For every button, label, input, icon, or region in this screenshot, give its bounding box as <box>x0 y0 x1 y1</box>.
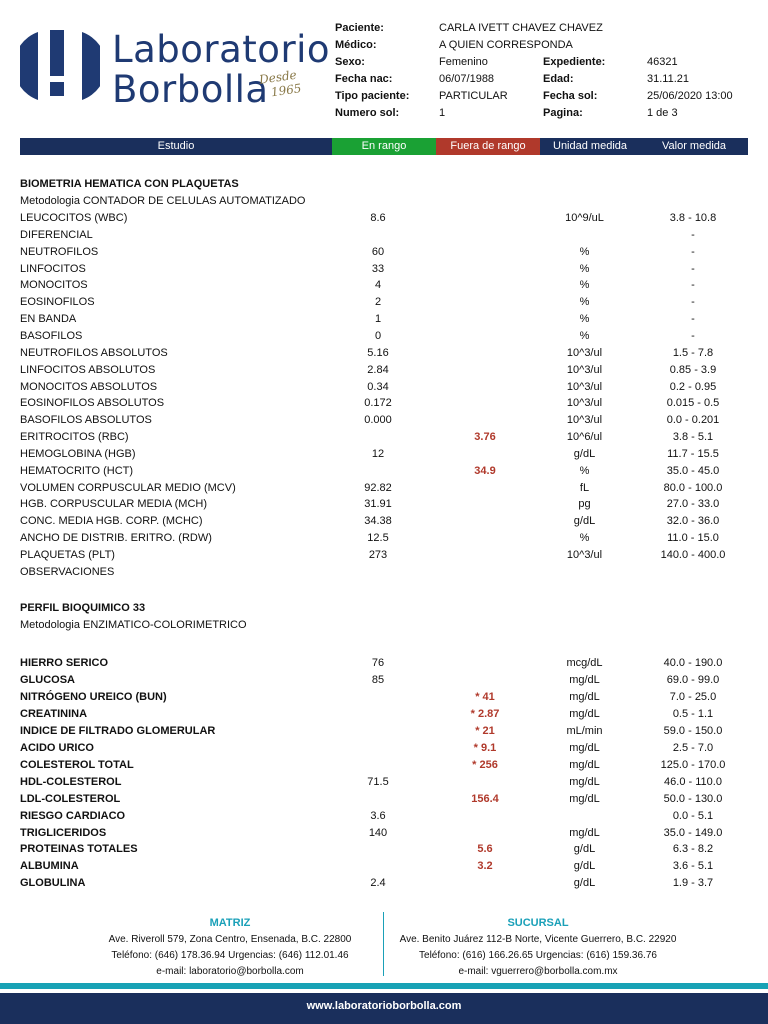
row-in-range-value: 92.82 <box>364 481 392 494</box>
row-in-range-value: 60 <box>371 245 385 258</box>
footer-website-bar <box>0 993 768 1024</box>
row-reference-range: 1.5 - 7.8 <box>672 346 714 359</box>
row-test-name: MONOCITOS ABSOLUTOS <box>20 380 158 393</box>
table-row <box>20 515 748 532</box>
patient-field-value: CARLA IVETT CHAVEZ CHAVEZ <box>439 22 603 34</box>
section-method-biometria: Metodologia CONTADOR DE CELULAS AUTOMATIZADO <box>20 195 306 207</box>
row-test-name: ANCHO DE DISTRIB. ERITRO. (RDW) <box>20 532 212 545</box>
footer-sucursal-email: e-mail: vguerrero@borbolla.com.mx <box>458 966 618 977</box>
row-in-range-value: 12 <box>371 447 385 460</box>
table-row <box>20 347 748 364</box>
row-test-name: EN BANDA <box>20 313 77 326</box>
row-unit: 10^3/ul <box>566 414 603 427</box>
logo-since-text: Desde <box>258 67 298 87</box>
row-reference-range: 0.0 - 5.1 <box>672 809 714 822</box>
table-row <box>20 229 748 246</box>
row-test-name: LEUCOCITOS (WBC) <box>20 212 128 224</box>
row-test-name: BASOFILOS ABSOLUTOS <box>20 414 152 427</box>
row-reference-range: 0.5 - 1.1 <box>672 707 714 720</box>
row-out-range-value: * 9.1 <box>473 741 497 754</box>
row-in-range-value: 12.5 <box>367 532 389 545</box>
table-row <box>20 397 748 414</box>
row-test-name: LINFOCITOS <box>20 262 86 275</box>
row-reference-range: 32.0 - 36.0 <box>666 515 720 528</box>
table-row <box>20 431 748 448</box>
footer-sucursal-address: Ave. Benito Juárez 112-B Norte, Vicente Guerrero, B.C. 22920 <box>399 934 677 945</box>
lab-logo <box>20 24 331 111</box>
table-row <box>20 465 748 482</box>
patient-field-label: Médico: <box>335 39 377 51</box>
row-unit: mg/dL <box>569 775 600 788</box>
lab-logo-icon <box>20 26 100 106</box>
patient-field-value: 46321 <box>647 56 678 68</box>
row-in-range-value: 34.38 <box>364 515 392 528</box>
row-unit: 10^3/ul <box>566 363 603 376</box>
row-in-range-value: 2 <box>374 296 382 309</box>
row-reference-range: 3.6 - 5.1 <box>672 860 714 873</box>
row-test-name: LDL-COLESTEROL <box>20 792 121 805</box>
footer-matriz-email: e-mail: laboratorio@borbolla.com <box>156 966 304 977</box>
row-unit: % <box>579 245 590 258</box>
row-test-name: GLOBULINA <box>20 877 86 890</box>
table-row <box>20 532 748 549</box>
row-reference-range: 0.85 - 3.9 <box>669 363 717 376</box>
row-unit: 10^3/ul <box>566 346 603 359</box>
row-unit: mL/min <box>566 724 603 737</box>
table-row <box>20 212 748 229</box>
row-unit: 10^9/uL <box>565 212 604 224</box>
row-unit: mg/dL <box>569 758 600 771</box>
table-row <box>20 725 748 742</box>
row-reference-range: 3.8 - 5.1 <box>672 431 714 444</box>
table-row <box>20 549 748 566</box>
patient-field-label: Edad: <box>543 73 574 85</box>
row-test-name: LINFOCITOS ABSOLUTOS <box>20 363 156 376</box>
row-in-range-value: 76 <box>371 657 385 669</box>
table-row <box>20 860 748 877</box>
row-test-name: HEMOGLOBINA (HGB) <box>20 447 136 460</box>
logo-since <box>258 67 302 100</box>
logo-line-2: Borbolla <box>112 68 269 111</box>
patient-field-label: Numero sol: <box>335 107 400 119</box>
table-row <box>20 810 748 827</box>
patient-field-label: Tipo paciente: <box>335 90 410 102</box>
header-unit: Unidad medida <box>553 140 627 152</box>
row-in-range-value: 85 <box>371 673 385 686</box>
row-unit: g/dL <box>573 860 596 873</box>
row-unit: mg/dL <box>569 690 600 703</box>
table-row <box>20 877 748 894</box>
row-reference-range: 40.0 - 190.0 <box>663 657 723 669</box>
row-unit: mg/dL <box>569 673 600 686</box>
row-test-name: GLUCOSA <box>20 673 75 686</box>
table-row <box>20 313 748 330</box>
row-reference-range: 80.0 - 100.0 <box>663 481 723 494</box>
table-row <box>20 279 748 296</box>
row-test-name: HEMATOCRITO (HCT) <box>20 464 134 477</box>
section-method-bioquimico: Metodologia ENZIMATICO-COLORIMETRICO <box>20 619 247 631</box>
row-test-name: DIFERENCIAL <box>20 228 93 241</box>
row-in-range-value: 2.4 <box>370 877 386 890</box>
section-title-bioquimico: PERFIL BIOQUIMICO 33 <box>20 602 146 614</box>
row-unit: mg/dL <box>569 707 600 720</box>
row-in-range-value: 2.84 <box>367 363 389 376</box>
row-reference-range: - <box>691 329 695 342</box>
row-test-name: EOSINOFILOS <box>20 296 95 309</box>
row-unit: g/dL <box>573 877 596 890</box>
patient-field-value: A QUIEN CORRESPONDA <box>439 39 573 51</box>
table-row <box>20 742 748 759</box>
row-reference-range: - <box>691 313 695 326</box>
row-unit: 10^3/ul <box>566 397 603 410</box>
table-row <box>20 657 748 674</box>
row-in-range-value: 0.34 <box>367 380 389 393</box>
table-row <box>20 843 748 860</box>
patient-field-value: 1 <box>439 107 446 119</box>
logo-line-1: Laboratorio <box>112 28 331 71</box>
patient-field-value: 1 de 3 <box>647 107 678 119</box>
row-test-name: TRIGLICERIDOS <box>20 826 107 839</box>
patient-field-value: 06/07/1988 <box>439 73 495 85</box>
table-row <box>20 414 748 431</box>
footer-sucursal-title: SUCURSAL <box>507 917 569 929</box>
footer-matriz <box>50 914 410 980</box>
row-in-range-value: 1 <box>374 313 382 326</box>
header-study: Estudio <box>157 140 195 152</box>
patient-field-label: Fecha sol: <box>543 90 598 102</box>
row-unit: pg <box>578 498 591 511</box>
row-test-name: OBSERVACIONES <box>20 565 115 578</box>
table-row <box>20 498 748 515</box>
row-in-range-value: 3.6 <box>370 809 386 822</box>
row-reference-range: 3.8 - 10.8 <box>669 212 717 224</box>
row-test-name: PROTEINAS TOTALES <box>20 843 138 856</box>
footer-sucursal <box>358 914 718 980</box>
row-reference-range: 1.9 - 3.7 <box>672 877 714 890</box>
row-reference-range: 0.2 - 0.95 <box>669 380 717 393</box>
row-unit: mcg/dL <box>566 657 603 669</box>
row-test-name: RIESGO CARDIACO <box>20 809 126 822</box>
row-reference-range: 27.0 - 33.0 <box>666 498 720 511</box>
row-unit: % <box>579 464 590 477</box>
row-reference-range: - <box>691 262 695 275</box>
row-unit: mg/dL <box>569 826 600 839</box>
row-in-range-value: 31.91 <box>364 498 392 511</box>
table-row <box>20 566 748 583</box>
row-test-name: NEUTROFILOS <box>20 245 99 258</box>
row-in-range-value: 71.5 <box>367 775 389 788</box>
patient-field-label: Sexo: <box>335 56 365 68</box>
header-out-range: Fuera de rango <box>436 138 540 155</box>
row-reference-range: - <box>691 228 695 241</box>
row-test-name: HDL-COLESTEROL <box>20 775 122 788</box>
website-link[interactable]: www.laboratorioborbolla.com <box>306 1000 462 1012</box>
row-out-range-value: * 2.87 <box>470 707 500 720</box>
row-out-range-value: * 21 <box>475 724 495 737</box>
row-unit: mg/dL <box>569 741 600 754</box>
row-test-name: ALBUMINA <box>20 860 79 873</box>
row-out-range-value: 156.4 <box>471 792 499 805</box>
row-unit: % <box>579 296 590 309</box>
row-test-name: INDICE DE FILTRADO GLOMERULAR <box>20 724 216 737</box>
row-test-name: HIERRO SERICO <box>20 657 109 669</box>
row-in-range-value: 4 <box>374 279 382 292</box>
row-unit: % <box>579 279 590 292</box>
row-test-name: VOLUMEN CORPUSCULAR MEDIO (MCV) <box>20 481 236 494</box>
row-out-range-value: * 41 <box>475 690 495 703</box>
row-test-name: ACIDO URICO <box>20 741 94 754</box>
patient-field-label: Pagina: <box>543 107 583 119</box>
patient-field-value: PARTICULAR <box>439 90 508 102</box>
row-in-range-value: 140 <box>368 826 388 839</box>
row-in-range-value: 0 <box>374 329 382 342</box>
row-reference-range: 50.0 - 130.0 <box>663 792 723 805</box>
row-reference-range: 0.015 - 0.5 <box>666 397 720 410</box>
row-in-range-value: 5.16 <box>367 346 389 359</box>
row-reference-range: 35.0 - 149.0 <box>663 826 723 839</box>
patient-field-label: Fecha nac: <box>335 73 393 85</box>
patient-field-value: 25/06/2020 13:00 <box>647 90 733 102</box>
row-unit: 10^6/ul <box>566 431 603 444</box>
patient-field-value: Femenino <box>439 56 488 68</box>
row-reference-range: 11.7 - 15.5 <box>667 447 719 460</box>
row-test-name: EOSINOFILOS ABSOLUTOS <box>20 397 165 410</box>
table-row <box>20 296 748 313</box>
row-reference-range: 140.0 - 400.0 <box>660 549 726 561</box>
table-row <box>20 330 748 347</box>
row-unit: g/dL <box>573 447 596 460</box>
row-test-name: COLESTEROL TOTAL <box>20 758 134 771</box>
table-row <box>20 827 748 844</box>
row-unit: % <box>579 532 590 545</box>
row-test-name: HGB. CORPUSCULAR MEDIA (MCH) <box>20 498 208 511</box>
row-unit: % <box>579 329 590 342</box>
table-row <box>20 482 748 499</box>
row-reference-range: 6.3 - 8.2 <box>672 843 714 856</box>
row-reference-range: 0.0 - 0.201 <box>666 414 720 427</box>
row-reference-range: 59.0 - 150.0 <box>663 724 723 737</box>
footer-matriz-phone: Teléfono: (646) 178.36.94 Urgencias: (646) 112.01.46 <box>111 950 349 961</box>
row-out-range-value: 5.6 <box>477 843 493 856</box>
row-reference-range: 11.0 - 15.0 <box>667 532 719 545</box>
patient-field-label: Expediente: <box>543 56 606 68</box>
row-test-name: MONOCITOS <box>20 279 88 292</box>
row-unit: % <box>579 262 590 275</box>
row-unit: % <box>579 313 590 326</box>
row-reference-range: 35.0 - 45.0 <box>666 464 720 477</box>
row-reference-range: 125.0 - 170.0 <box>660 758 726 771</box>
row-reference-range: 7.0 - 25.0 <box>669 690 717 703</box>
row-in-range-value: 273 <box>368 549 388 561</box>
row-reference-range: 69.0 - 99.0 <box>666 673 720 686</box>
table-row <box>20 691 748 708</box>
row-unit: 10^3/ul <box>566 380 603 393</box>
row-in-range-value: 8.6 <box>370 212 386 224</box>
row-out-range-value: * 256 <box>472 758 498 771</box>
row-unit: fL <box>579 481 590 494</box>
footer-matriz-title: MATRIZ <box>209 917 251 929</box>
logo-since-year: 1965 <box>270 81 303 100</box>
row-reference-range: - <box>691 296 695 309</box>
row-test-name: CREATININA <box>20 707 88 720</box>
row-test-name: NITRÓGENO UREICO (BUN) <box>20 690 167 703</box>
table-row <box>20 364 748 381</box>
table-row <box>20 381 748 398</box>
footer-matriz-address: Ave. Riveroll 579, Zona Centro, Ensenada, B.C. 22800 <box>108 934 352 945</box>
section-title-biometria: BIOMETRIA HEMATICA CON PLAQUETAS <box>20 178 239 190</box>
row-test-name: CONC. MEDIA HGB. CORP. (MCHC) <box>20 515 203 528</box>
row-reference-range: - <box>691 279 695 292</box>
row-reference-range: 46.0 - 110.0 <box>664 775 722 788</box>
row-in-range-value: 33 <box>371 262 385 275</box>
footer-sucursal-phone: Teléfono: (616) 166.26.65 Urgencias: (616) 159.36.76 <box>419 950 657 961</box>
row-test-name: ERITROCITOS (RBC) <box>20 431 129 444</box>
table-row <box>20 674 748 691</box>
row-out-range-value: 3.2 <box>477 860 493 873</box>
results-table-header <box>20 138 748 155</box>
table-row <box>20 246 748 263</box>
header-ref: Valor medida <box>662 140 726 152</box>
table-row <box>20 759 748 776</box>
row-in-range-value: 0.000 <box>364 414 392 427</box>
row-unit: 10^3/ul <box>566 549 603 561</box>
row-out-range-value: 34.9 <box>474 464 496 477</box>
header-in-range: En rango <box>332 138 436 155</box>
row-out-range-value: 3.76 <box>474 431 496 444</box>
table-row <box>20 263 748 280</box>
row-reference-range: 2.5 - 7.0 <box>672 741 714 754</box>
row-unit: g/dL <box>573 515 596 528</box>
patient-field-value: 31.11.21 <box>647 73 690 85</box>
row-in-range-value: 0.172 <box>364 397 392 410</box>
patient-field-label: Paciente: <box>335 22 384 34</box>
row-test-name: BASOFILOS <box>20 329 83 342</box>
row-unit: g/dL <box>573 843 596 856</box>
row-reference-range: - <box>691 245 695 258</box>
table-row <box>20 793 748 810</box>
table-row <box>20 448 748 465</box>
row-test-name: PLAQUETAS (PLT) <box>20 549 115 561</box>
table-row <box>20 708 748 725</box>
table-row <box>20 776 748 793</box>
row-test-name: NEUTROFILOS ABSOLUTOS <box>20 346 168 359</box>
footer-accent-band <box>0 983 768 989</box>
row-unit: mg/dL <box>569 792 600 805</box>
